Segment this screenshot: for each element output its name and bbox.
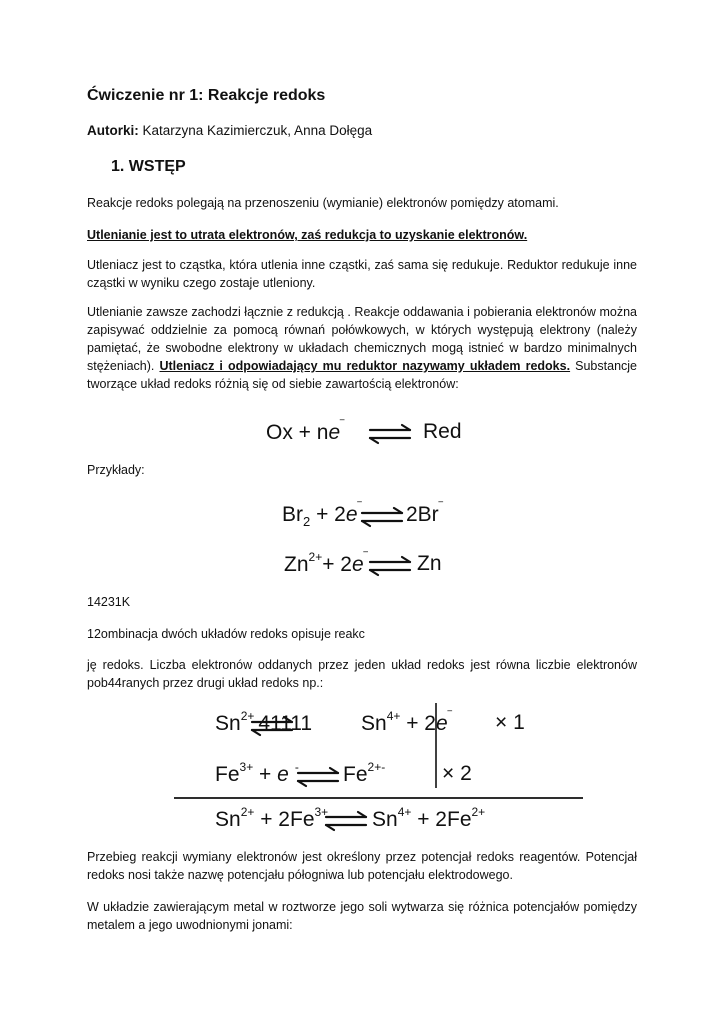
equation-zinc-right: Zn bbox=[417, 552, 442, 575]
document-title: Ćwiczenie nr 1: Reakcje redoks bbox=[87, 87, 326, 104]
eq-fe-e: e bbox=[277, 763, 289, 786]
eq-br-e: e bbox=[345, 503, 358, 526]
eq-sn-charge: 2+ bbox=[240, 709, 255, 723]
paragraph-redox-part-a: Utlenianie zawsze zachodzi łącznie z redukcją . Reakcje oddawania i pobierania elektronów można zapisywać oddzielnie za pomocą równań połówkowych, w których występują elektrony (należy pamiętać, że swobodne elektrony w układach chemicznych mogą istnieć w bardzo minimalnych stężeniach). bbox=[87, 305, 637, 373]
eq-general-e: e bbox=[328, 421, 341, 444]
eq-sum-fe: + 2Fe bbox=[254, 808, 315, 831]
eq-sn4-minus: ‾ bbox=[447, 709, 452, 723]
eq-sum-sn-charge: 2+ bbox=[240, 805, 255, 819]
eq-br-symbol: Br bbox=[282, 503, 303, 526]
eq-general-ox: Ox + n bbox=[266, 421, 329, 444]
equilibrium-arrow-iron bbox=[298, 768, 338, 786]
equation-general-right: Red bbox=[423, 420, 462, 443]
section-heading: 1. WSTĘP bbox=[111, 158, 186, 175]
authors-label: Autorki: bbox=[87, 123, 139, 138]
paragraph-metal: W układzie zawierającym metal w roztworze jego soli wytwarza się różnica potencjałów pomiędzy metalem a jego uwodnionymi jonami: bbox=[87, 900, 637, 932]
eq-br-product-minus: ‾ bbox=[438, 500, 443, 514]
eq-sn4-plus: + 2 bbox=[400, 712, 436, 735]
eq-fe2-symbol: Fe bbox=[343, 763, 368, 786]
examples-label: Przykłady: bbox=[87, 463, 145, 477]
paragraph-redox-emphasis: Utleniacz i odpowiadający mu reduktor nazywamy układem redoks. bbox=[159, 359, 571, 373]
paragraph-intro: Reakcje redoks polegają na przenoszeniu (wymianie) elektronów pomiędzy atomami. bbox=[87, 196, 559, 210]
equation-iron-multiplier: × 2 bbox=[442, 762, 472, 785]
equilibrium-arrow-general bbox=[370, 425, 410, 443]
eq-fe-symbol: Fe bbox=[215, 763, 240, 786]
eq-fe-charge: 3+ bbox=[239, 760, 254, 774]
eq-br-minus: ‾ bbox=[357, 500, 362, 514]
eq-br-sub: 2 bbox=[303, 514, 311, 530]
equilibrium-arrow-zinc bbox=[370, 557, 410, 575]
eq-fe-minus: - bbox=[294, 760, 299, 774]
equilibrium-arrow-bromine bbox=[362, 508, 402, 526]
equation-tin-multiplier: × 1 bbox=[495, 711, 525, 734]
paragraph-combination: 12ombinacja dwóch układów redoks opisuje reakc bbox=[87, 627, 365, 641]
eq-sn4-symbol: Sn bbox=[361, 712, 387, 735]
eq-sn-symbol: Sn bbox=[215, 712, 241, 735]
eq-br-plus: + 2 bbox=[310, 503, 346, 526]
eq-zn-e: e bbox=[351, 553, 364, 576]
code-line: 14231K bbox=[87, 595, 131, 609]
eq-zn-plus: + 2 bbox=[322, 553, 352, 576]
equilibrium-arrow-sum bbox=[326, 812, 366, 830]
eq-zn-symbol: Zn bbox=[284, 553, 309, 576]
eq-general-minus: ‾ bbox=[340, 418, 345, 432]
eq-sn-garble: 41111 bbox=[258, 712, 313, 735]
eq-sum-sn: Sn bbox=[215, 808, 241, 831]
eq-sum-sn4: Sn bbox=[372, 808, 398, 831]
eq-zn-minus: ‾ bbox=[363, 550, 368, 564]
eq-sum-fe2-charge: 2+ bbox=[471, 805, 486, 819]
eq-sn4-e: e bbox=[436, 712, 448, 735]
paragraph-redox-part-c: Substancje tworzące układ redoks różnią się od siebie zawartością elektronów: bbox=[87, 359, 637, 391]
eq-fe-plus: + bbox=[253, 763, 278, 786]
equilibrium-arrow-tin bbox=[252, 717, 292, 735]
paragraph-electrons: ję redoks. Liczba elektronów oddanych przez jeden układ redoks jest równa liczbie elektronów pob44ranych przez drugi układ redoks np.: bbox=[87, 658, 637, 690]
eq-fe2-charge: 2+- bbox=[367, 760, 386, 774]
eq-sum-fe2: + 2Fe bbox=[411, 808, 472, 831]
eq-sum-fe-charge: 3+ bbox=[314, 805, 329, 819]
paragraph-potential: Przebieg reakcji wymiany elektronów jest określony przez potencjał redoks reagentów. Potencjał redoks nosi także nazwę potencjału półogniwa lub potencjału elektrodowego. bbox=[87, 850, 637, 882]
eq-zn-charge: 2+ bbox=[308, 550, 323, 564]
eq-br-product: 2Br bbox=[406, 503, 439, 526]
authors-names: Katarzyna Kazimierczuk, Anna Dołęga bbox=[138, 123, 373, 138]
paragraph-definition: Utlenianie jest to utrata elektronów, zaś redukcja to uzyskanie elektronów. bbox=[87, 228, 528, 242]
eq-sn4-charge: 4+ bbox=[386, 709, 401, 723]
paragraph-oxidant: Utleniacz jest to cząstka, która utlenia inne cząstki, zaś sama się redukuje. Reduktor redukuje inne cząstki w wyniku czego zostaje utleniony. bbox=[87, 258, 637, 290]
eq-sum-sn4-charge: 4+ bbox=[397, 805, 412, 819]
